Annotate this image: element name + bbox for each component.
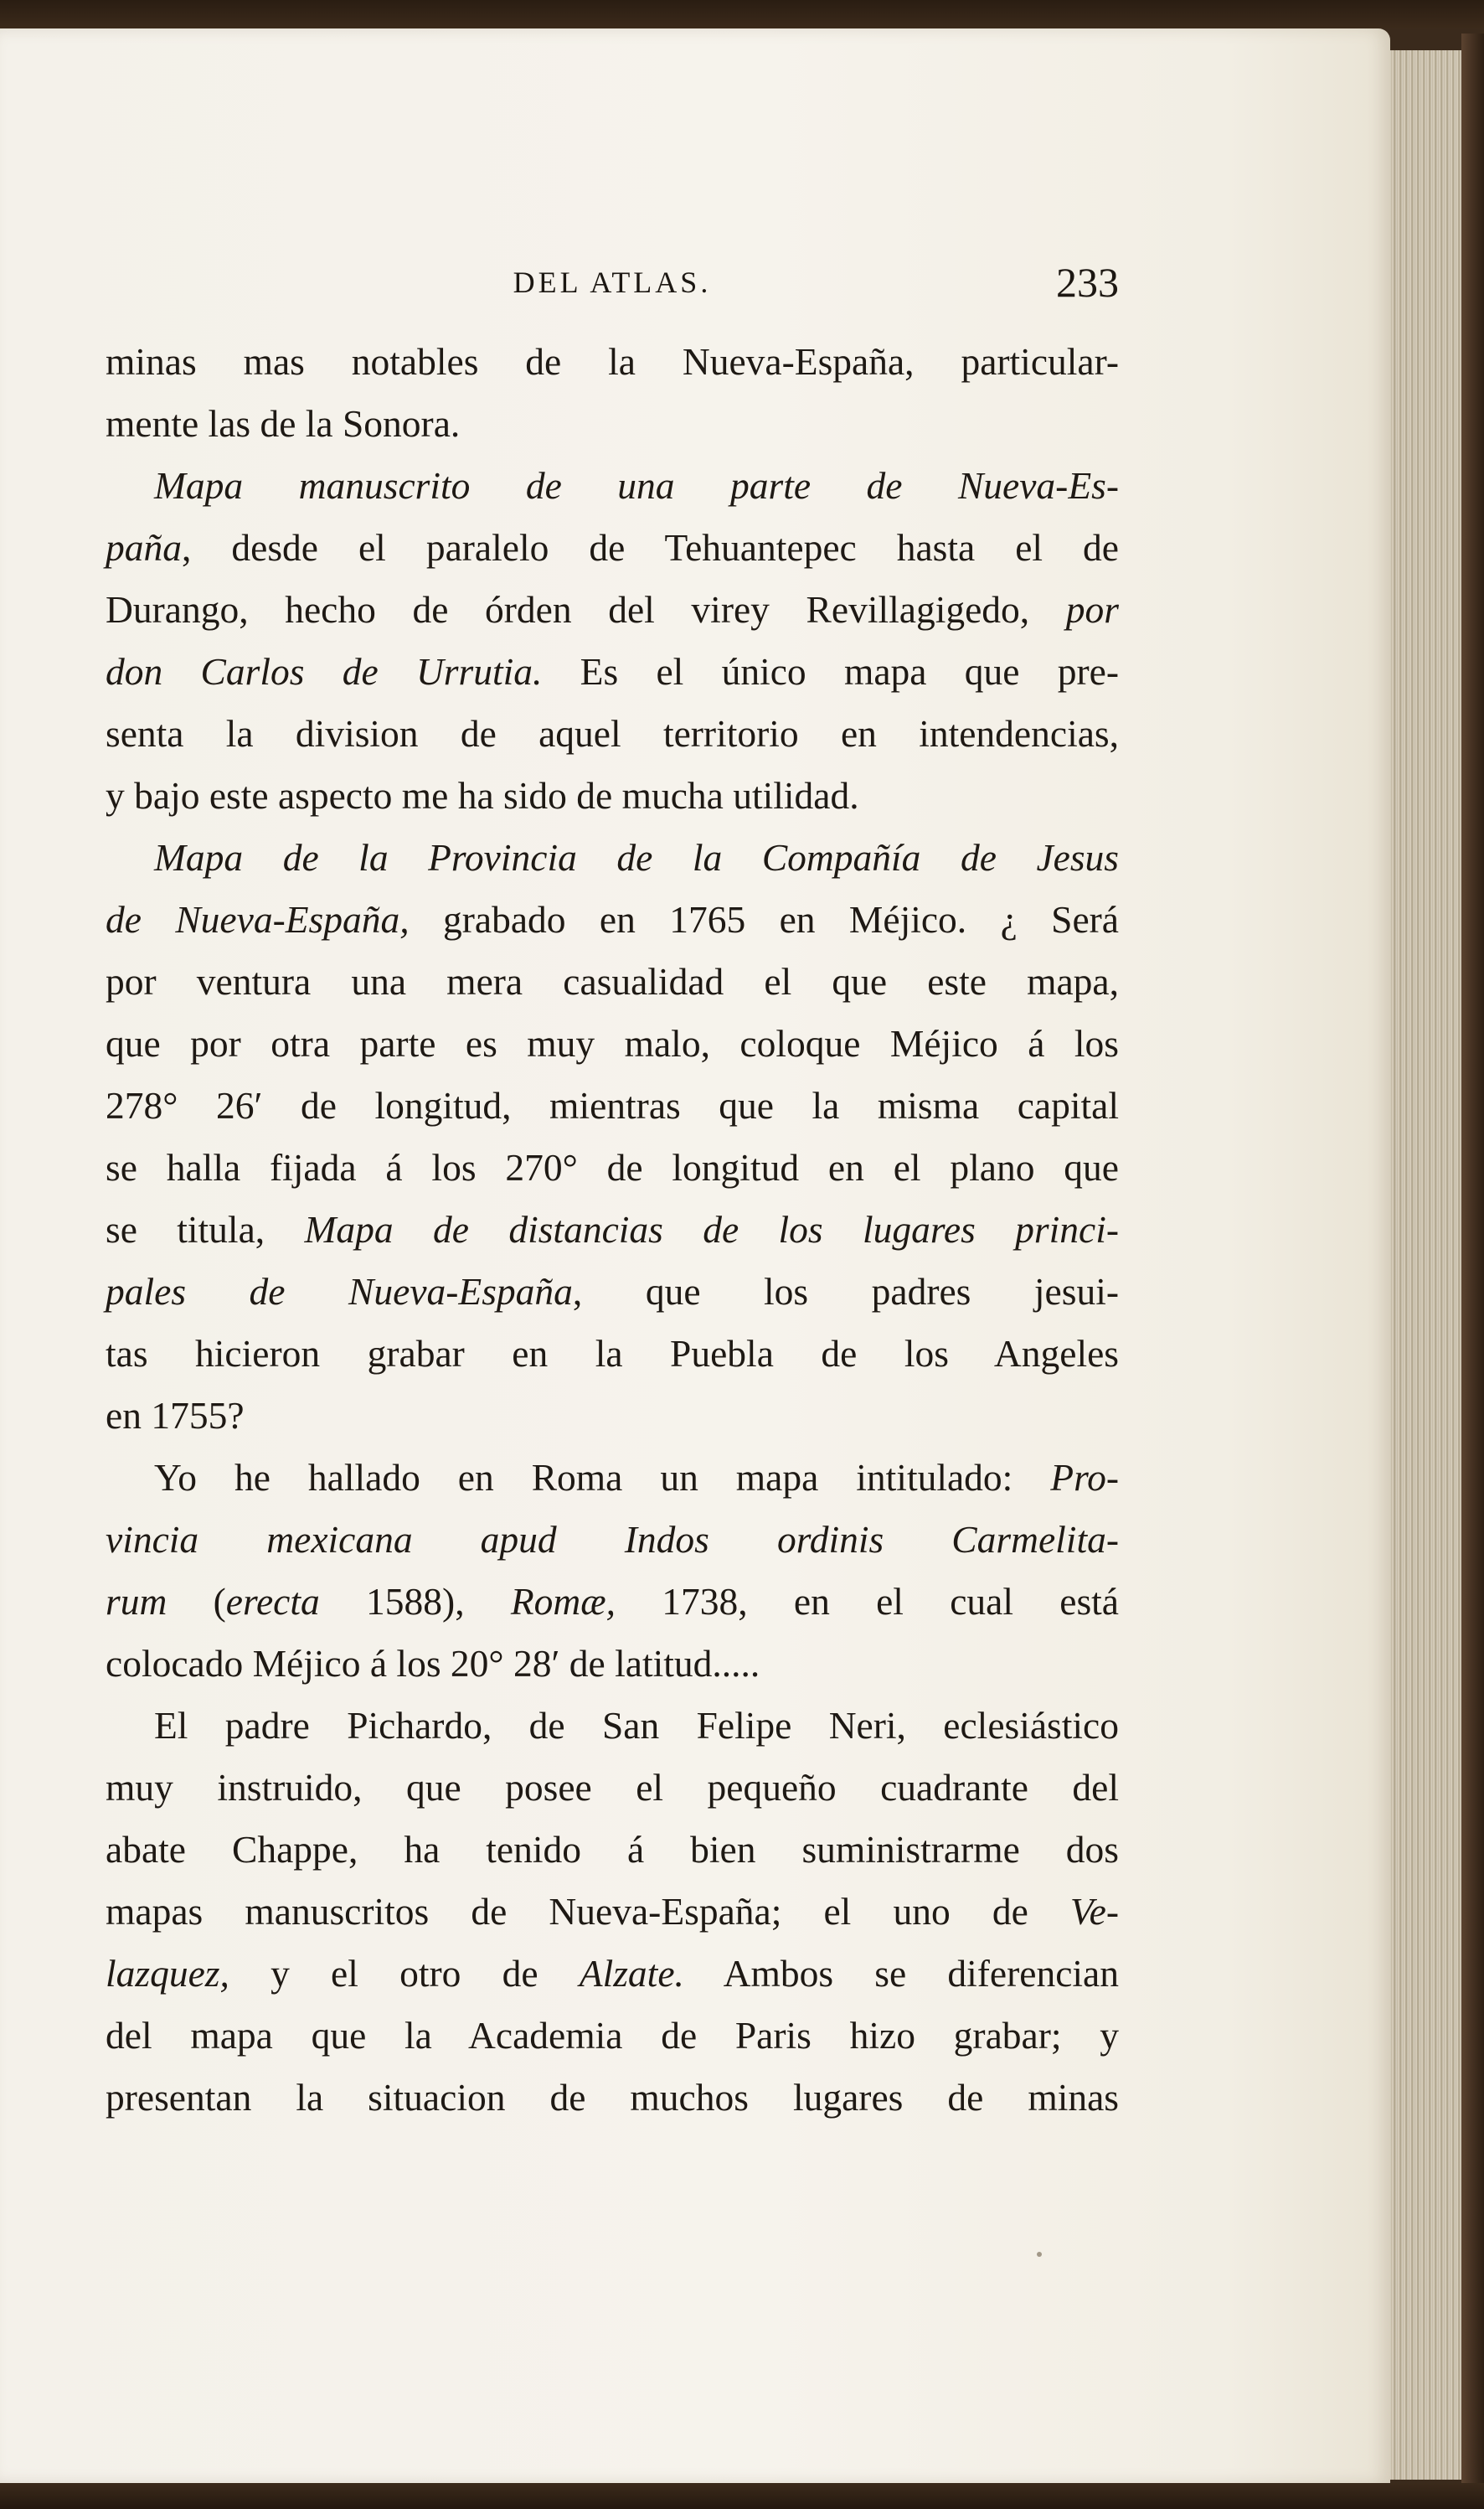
text-line [106, 1943, 1119, 2005]
text-line: senta la division de aquel territorio en intendencias, [106, 712, 1119, 755]
text-segment: y el otro de [229, 1952, 580, 1995]
italic-term: erecta [225, 1580, 320, 1623]
text-line: mente las de la Sonora. [106, 402, 461, 445]
text-segment: , que los padres jesui- [572, 1270, 1119, 1313]
text-line: se halla fijada á los 270° de longitud en el plano que [106, 1146, 1119, 1189]
text-segment: Ambos se diferencian [683, 1952, 1119, 1995]
text-line: 278° 26′ de longitud, mientras que la misma capital [106, 1084, 1119, 1127]
italic-title: Mapa manuscrito de una parte de Nueva-Es- [154, 464, 1119, 507]
text-segment: mapas manuscritos de Nueva-España; el uno de [106, 1890, 1070, 1933]
text-line: y bajo este aspecto me ha sido de mucha utilidad. [106, 774, 859, 817]
text-segment: Yo he hallado en Roma un mapa intitulado: [154, 1456, 1051, 1499]
book-top-edge [0, 0, 1484, 28]
text-line [106, 1447, 1119, 1509]
italic-title: paña [106, 526, 182, 569]
text-line [106, 1261, 1119, 1323]
text-segment: grabado en 1765 en Méjico. ¿ Será [409, 898, 1119, 941]
text-line: El padre Pichardo, de San Felipe Neri, eclesiástico [154, 1704, 1119, 1747]
text-line: tas hicieron grabar en la Puebla de los Angeles [106, 1332, 1119, 1375]
text-line: abate Chappe, ha tenido á bien suministrarme dos [106, 1828, 1119, 1871]
text-line [106, 455, 1119, 517]
italic-author: Ve- [1069, 1890, 1119, 1933]
body-text [106, 331, 1119, 2129]
page-number: 233 [1056, 259, 1119, 306]
text-line [106, 1881, 1119, 1943]
book-bottom-edge [0, 2483, 1484, 2509]
text-line [106, 579, 1119, 641]
italic-author: Alzate. [579, 1952, 684, 1995]
italic-title: Mapa de la Provincia de la Compañía de Jesus [154, 836, 1119, 879]
text-line: colocado Méjico á los 20° 28′ de latitud..... [106, 1642, 760, 1685]
italic-title: pales de Nueva-España [106, 1270, 573, 1313]
italic-title: de Nueva-España, [106, 898, 410, 941]
italic-author: don Carlos de Urrutia. [106, 650, 543, 693]
text-line: presentan la situacion de muchos lugares de minas [106, 2076, 1119, 2119]
text-segment: se titula, [106, 1208, 305, 1251]
italic-author: por [1065, 588, 1119, 631]
italic-place: Romæ, [510, 1580, 616, 1623]
page-header [106, 258, 1119, 317]
text-line [106, 1509, 1119, 1571]
text-segment: ( [167, 1580, 226, 1623]
text-line [106, 1571, 1119, 1633]
text-line: que por otra parte es muy malo, coloque Méjico á los [106, 1022, 1119, 1065]
text-segment: Es el único mapa que pre- [542, 650, 1119, 693]
book-cover-edge [1461, 34, 1484, 2509]
running-head: DEL ATLAS. [513, 266, 712, 299]
text-line: minas mas notables de la Nueva-España, particular- [106, 340, 1119, 383]
italic-title: rum [106, 1580, 167, 1623]
text-line [106, 517, 1119, 579]
text-line [106, 1199, 1119, 1261]
text-segment: , desde el paralelo de Tehuantepec hasta el de [182, 526, 1119, 569]
italic-author: lazquez, [106, 1952, 229, 1995]
text-line: por ventura una mera casualidad el que este mapa, [106, 960, 1119, 1003]
italic-title: Pro- [1050, 1456, 1119, 1499]
text-line [106, 889, 1119, 951]
text-line: muy instruido, que posee el pequeño cuadrante del [106, 1766, 1119, 1809]
text-line [106, 827, 1119, 889]
text-line: en 1755? [106, 1394, 245, 1437]
text-line: del mapa que la Academia de Paris hizo grabar; y [106, 2014, 1119, 2057]
text-segment: 1738, en el cual está [615, 1580, 1120, 1623]
italic-title: Mapa de distancias de los lugares princi- [304, 1208, 1119, 1251]
text-segment: 1588), [319, 1580, 511, 1623]
text-line [106, 641, 1119, 703]
paper-speck [1037, 2252, 1042, 2257]
italic-title: vincia mexicana apud Indos ordinis Carmelita- [106, 1518, 1119, 1561]
text-segment: Durango, hecho de órden del virey Revillagigedo, [106, 588, 1066, 631]
